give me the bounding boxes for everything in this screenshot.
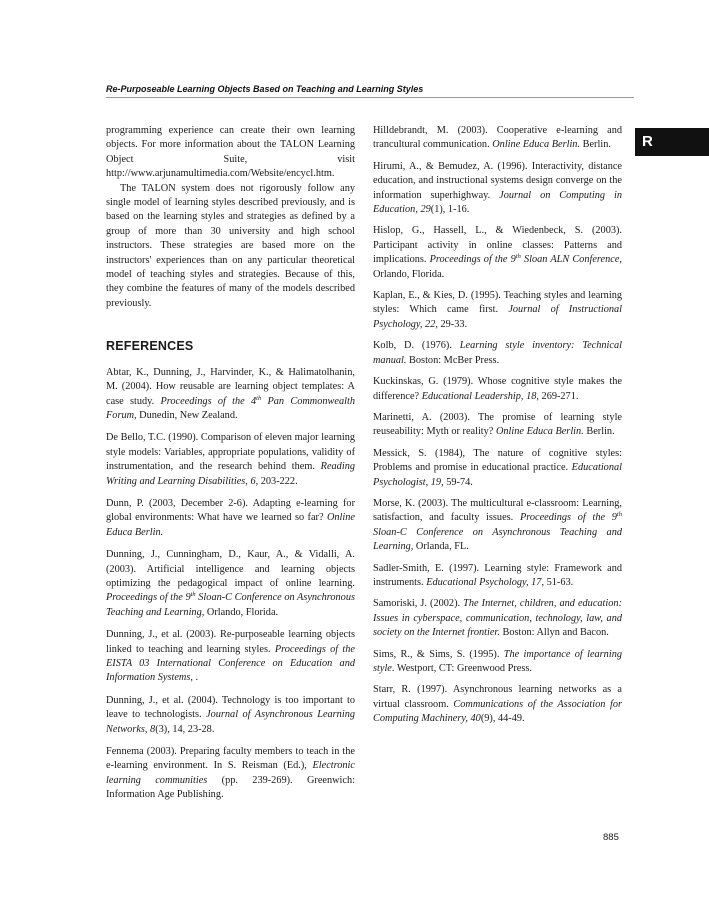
reference-superscript: th <box>190 591 196 599</box>
reference-title: Learning style inventory: Technical manual. <box>373 340 622 366</box>
references-heading: REFERENCES <box>106 339 194 354</box>
reference-title: Online Educa Berlin. <box>492 139 581 151</box>
reference-authors: Fennema (2003). Preparing faculty members to teach in the e-learning environment. In S. Reisman (Ed.), <box>106 746 355 772</box>
reference-authors: Dunning, J., Cunningham, D., Kaur, A., & Vidalli, A. (2003). Artificial intelligence and learning objects optimizing the pedagogical impact of online learning. <box>106 549 355 589</box>
reference-entry <box>373 497 622 555</box>
reference-entry <box>373 339 622 368</box>
reference-entry <box>373 224 622 282</box>
reference-details: , Dunedin, New Zealand. <box>134 409 238 421</box>
reference-title: Journal of Instructional Psychology, 22 <box>373 304 622 330</box>
reference-details: , Orlando, Florida. <box>201 606 279 618</box>
reference-entry <box>373 160 622 218</box>
reference-authors: Kaplan, E., & Kies, D. (1995). Teaching styles and learning styles: Which came first. <box>373 290 622 316</box>
left-column <box>106 124 355 811</box>
reference-title: The Internet, children, and education: Issues in cyberspace, communication, technology, law, and society on the Internet frontier. <box>373 598 622 639</box>
reference-details: , 59-74. <box>441 476 473 488</box>
body-paragraph: programming experience can create their own learning objects. For more information about the TALON Learning Object Suite, visit http://www.arjunamultimedia.com/Website/encycl.htm. <box>106 125 355 180</box>
reference-authors: Sims, R., & Sims, S. (1995). <box>373 648 504 660</box>
reference-entry <box>373 375 622 404</box>
reference-authors: Samoriski, J. (2002). <box>373 598 464 610</box>
reference-details: Boston: Allyn and Bacon. <box>499 627 609 639</box>
body-paragraph: The TALON system does not rigorously follow any single model of learning styles described previously, and is based on the learning styles and strategies as defined by a group of more than 30 university and high school instructors. These strategies are based more on the instructors' experiences than on any particular theoretical model of teaching styles and strategies. Because of this, they combine the features of many of the models described previously. <box>106 182 355 309</box>
reference-title: Journal on Computing in Education, 29 <box>373 189 622 216</box>
reference-entry <box>106 694 355 737</box>
reference-title: Reading Writing and Learning Disabilities, 6 <box>106 461 355 487</box>
reference-authors: Dunn, P. (2003, December 2-6). Adapting e-learning for global environments: What have we learned so far? <box>106 497 355 524</box>
reference-details: Orlanda, FL. <box>413 541 469 553</box>
reference-entry <box>373 411 622 440</box>
reference-entry <box>106 431 355 489</box>
reference-entry <box>106 628 355 686</box>
reference-details: (pp. 239-269). Greenwich: Information Age Publishing. <box>106 774 355 801</box>
reference-details: (1), 1-16. <box>430 204 470 216</box>
section-tab: R <box>635 128 709 156</box>
reference-authors: Sadler-Smith, E. (1997). Learning style: Framework and instruments. <box>373 562 622 588</box>
reference-authors: Hilldebrandt, M. (2003). Cooperative e-learning and trancultural communication. <box>373 125 622 151</box>
reference-details: (3), 14, 23-28. <box>155 723 215 735</box>
reference-details: , 269-271. <box>536 390 579 402</box>
reference-details: Boston: McBer Press. <box>406 354 500 366</box>
reference-details: (9), 44-49. <box>480 713 525 725</box>
reference-authors: Kolb, D. (1976). <box>373 340 460 352</box>
reference-entry <box>106 366 355 424</box>
reference-authors: Dunning, J., et al. (2004). Technology is too important to leave to technologists. <box>106 694 355 721</box>
reference-entry <box>106 548 355 620</box>
running-header: Re-Purposeable Learning Objects Based on Teaching and Learning Styles <box>106 84 424 94</box>
reference-entry <box>373 683 622 726</box>
page-number: 885 <box>603 832 619 843</box>
reference-title: Educational Psychology, 17 <box>426 576 542 588</box>
reference-title: Proceedings of the 9 <box>106 592 191 604</box>
reference-authors: Messick, S. (1984), The nature of cognitive styles: Problems and promise in educational practice. <box>373 447 622 474</box>
reference-entry <box>106 745 355 803</box>
reference-authors: Morse, K. (2003). The multicultural e-classroom: Learning, satisfaction, and faculty issues. <box>373 497 622 524</box>
reference-title: Electronic learning communities <box>106 760 355 786</box>
reference-entry <box>373 562 622 591</box>
reference-title: Sloan-C Conference on Asynchronous Teaching and Learning, <box>373 526 622 553</box>
reference-list-right <box>373 124 622 727</box>
reference-title: Communications of the Association for Computing Machinery, 40 <box>373 698 622 725</box>
reference-authors: Abtar, K., Dunning, J., Harvinder, K., & Halimatolhanin, M. (2004). How reusable are learning object templates: A case study. <box>106 366 355 407</box>
reference-superscript: th <box>515 253 521 261</box>
reference-superscript: th <box>616 511 622 519</box>
reference-title: Proceedings of the EISTA 03 International Conference on Education and Information Systems <box>106 643 356 684</box>
reference-details: , 51-63. <box>541 576 574 588</box>
reference-authors: Starr, R. (1997). Asynchronous learning networks as a virtual classroom. <box>373 684 622 710</box>
reference-details: , 203-222. <box>255 475 298 487</box>
reference-details: . Westport, CT: Greenwood Press. <box>391 663 532 674</box>
reference-entry <box>373 597 622 640</box>
reference-title: Journal of Asynchronous Learning Networks, 8 <box>106 709 355 735</box>
right-column <box>373 124 622 734</box>
reference-authors: Hirumi, A., & Bemudez, A. (1996). Interactivity, distance education, and instructional systems design converge on the information superhighway. <box>373 160 622 201</box>
reference-list-left <box>106 366 355 803</box>
reference-entry <box>373 648 622 677</box>
reference-details: , 29-33. <box>435 318 468 330</box>
header-rule <box>106 97 634 98</box>
reference-title: Sloan-C Conference on Asynchronous Teaching and Learning <box>106 592 355 618</box>
reference-title: The importance of learning style <box>373 648 622 674</box>
reference-title: Pan Commonwealth Forum <box>106 395 355 421</box>
reference-title: Proceedings of the 4 <box>160 395 257 407</box>
reference-authors: Marinetti, A. (2003). The promise of learning style reuseability: Myth or reality? <box>373 411 622 438</box>
reference-authors: De Bello, T.C. (1990). Comparison of eleven major learning style models: Variables, appropriate populations, validity of instrumentation, and the research behind them. <box>106 432 355 473</box>
reference-details: , Orlando, Florida. <box>373 254 622 280</box>
reference-authors: Dunning, J., et al. (2003). Re-purposeable learning objects linked to teaching and learning styles. <box>106 629 355 655</box>
reference-entry <box>106 497 355 540</box>
reference-details: Berlin. <box>583 426 615 438</box>
reference-title: Online Educa Berlin. <box>106 512 355 538</box>
reference-title: Educational Psychologist, 19 <box>373 462 622 488</box>
reference-authors: Kuckinskas, G. (1979). Whose cognitive style makes the difference? <box>373 376 622 402</box>
reference-title: Proceedings of the 9 <box>519 512 617 524</box>
reference-details: , . <box>190 672 199 684</box>
reference-entry <box>373 289 622 332</box>
reference-title: Proceedings of the 9 <box>429 254 516 266</box>
reference-details: Berlin. <box>580 139 611 151</box>
reference-authors: Hislop, G., Hassell, L., & Wiedenbeck, S. (2003). Participant activity in online classes: Patterns and implications. <box>373 225 622 266</box>
reference-title: Educational Leadership, 18 <box>421 390 537 402</box>
reference-title: Sloan ALN Conference <box>520 254 620 266</box>
reference-title: Online Educa Berlin. <box>495 426 584 438</box>
reference-superscript: th <box>256 394 262 402</box>
reference-entry <box>373 447 622 490</box>
reference-entry <box>373 124 622 153</box>
